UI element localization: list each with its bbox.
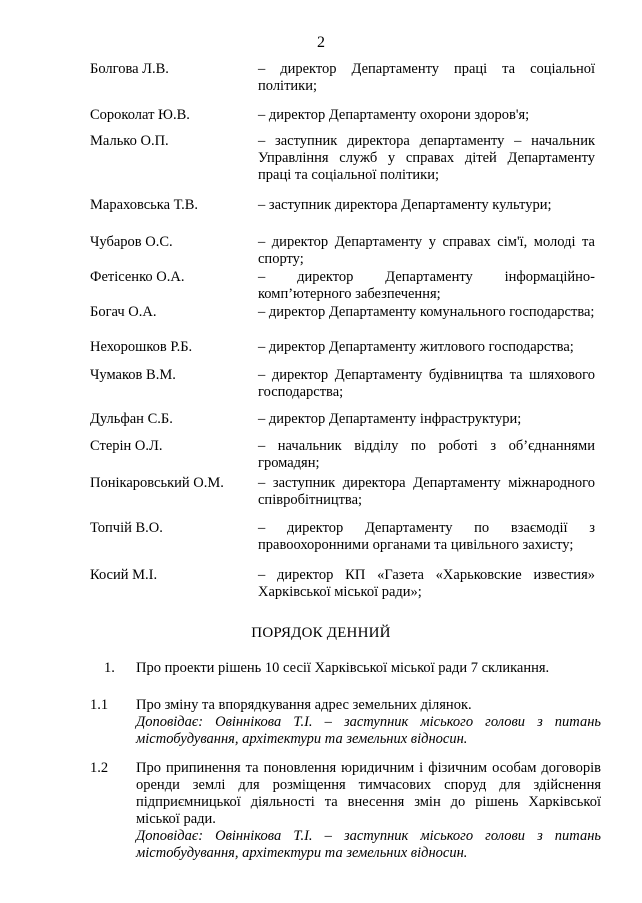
attendee-name: Чубаров О.С. [90, 234, 173, 250]
attendee-name: Топчій В.О. [90, 520, 163, 536]
attendee-name: Малько О.П. [90, 133, 169, 149]
attendee-row [90, 367, 595, 401]
agenda-item-number: 1.2 [90, 760, 109, 776]
attendee-row [90, 133, 595, 184]
attendee-row [90, 61, 595, 95]
attendee-name: Болгова Л.В. [90, 61, 169, 77]
attendee-role: – директор Департаменту по взаємодії з правоохоронними органами та цивільного захисту; [258, 520, 595, 553]
attendee-role: – начальник відділу по роботі з об’єднаннями громадян; [258, 438, 595, 471]
attendee-name: Понікаровський О.М. [90, 475, 224, 491]
agenda-item-text: Про припинення та поновлення юридичним і фізичним особам договорів оренди землі для розміщення тимчасових споруд для здійснення підприємницької діяльності та внесення змін до рішень Харківської міської ради. [136, 760, 601, 827]
agenda-item-text: Про зміну та впорядкування адрес земельних ділянок. [136, 697, 472, 713]
attendee-row [90, 234, 595, 268]
attendee-role: – заступник директора департаменту – начальник Управління служб у справах дітей Департаменту праці та соціальної політики; [258, 133, 595, 183]
attendee-name: Фетісенко О.А. [90, 269, 185, 285]
attendee-row [90, 475, 595, 509]
attendee-role: – директор Департаменту інформаційно-комп’ютерного забезпечення; [258, 269, 595, 302]
attendee-role: – заступник директора Департаменту культури; [258, 197, 552, 213]
attendee-name: Мараховська Т.В. [90, 197, 198, 213]
agenda-item-speaker: Доповідає: Овіннікова Т.І. – заступник міського голови з питань містобудування, архітектури та земельних відносин. [136, 828, 601, 861]
attendee-role: – директор Департаменту будівництва та шляхового господарства; [258, 367, 595, 400]
attendee-role: – директор КП «Газета «Харьковские известия» Харківської міської ради»; [258, 567, 595, 600]
attendee-row [90, 520, 595, 554]
agenda-item-number: 1. [104, 660, 115, 676]
attendee-name: Косий М.І. [90, 567, 158, 583]
attendee-row [90, 197, 595, 214]
attendee-row [90, 304, 595, 321]
attendee-role: – директор Департаменту інфраструктури; [258, 411, 522, 427]
attendee-name: Нехорошков Р.Б. [90, 339, 193, 355]
attendee-row [90, 411, 595, 428]
attendee-row [90, 107, 595, 124]
attendee-role: – заступник директора Департаменту міжнародного співробітництва; [258, 475, 595, 508]
agenda-item [90, 760, 601, 862]
agenda-item-speaker: Доповідає: Овіннікова Т.І. – заступник міського голови з питань містобудування, архітектури та земельних відносин. [136, 714, 601, 747]
attendee-role: – директор Департаменту житлового господарства; [258, 339, 574, 355]
attendee-role: – директор Департаменту у справах сім'ї, молоді та спорту; [258, 234, 595, 267]
agenda-item-text: Про проекти рішень 10 сесії Харківської міської ради 7 скликання. [136, 660, 550, 676]
agenda-heading: ПОРЯДОК ДЕННИЙ [251, 625, 391, 641]
attendee-name: Сороколат Ю.В. [90, 107, 190, 123]
page-number: 2 [317, 34, 325, 51]
attendee-row [90, 269, 595, 303]
attendee-name: Богач О.А. [90, 304, 157, 320]
attendee-role: – директор Департаменту праці та соціальної політики; [258, 61, 595, 94]
attendee-role: – директор Департаменту охорони здоров'я; [258, 107, 530, 123]
attendee-row [90, 339, 595, 356]
attendee-role: – директор Департаменту комунального господарства; [258, 304, 595, 320]
agenda-item-number: 1.1 [90, 697, 109, 713]
attendee-row [90, 438, 595, 472]
agenda-item [90, 660, 601, 677]
attendee-row [90, 567, 595, 601]
attendee-name: Чумаков В.М. [90, 367, 176, 383]
attendee-name: Стерін О.Л. [90, 438, 163, 454]
attendee-name: Дульфан С.Б. [90, 411, 173, 427]
agenda-item [90, 697, 601, 748]
